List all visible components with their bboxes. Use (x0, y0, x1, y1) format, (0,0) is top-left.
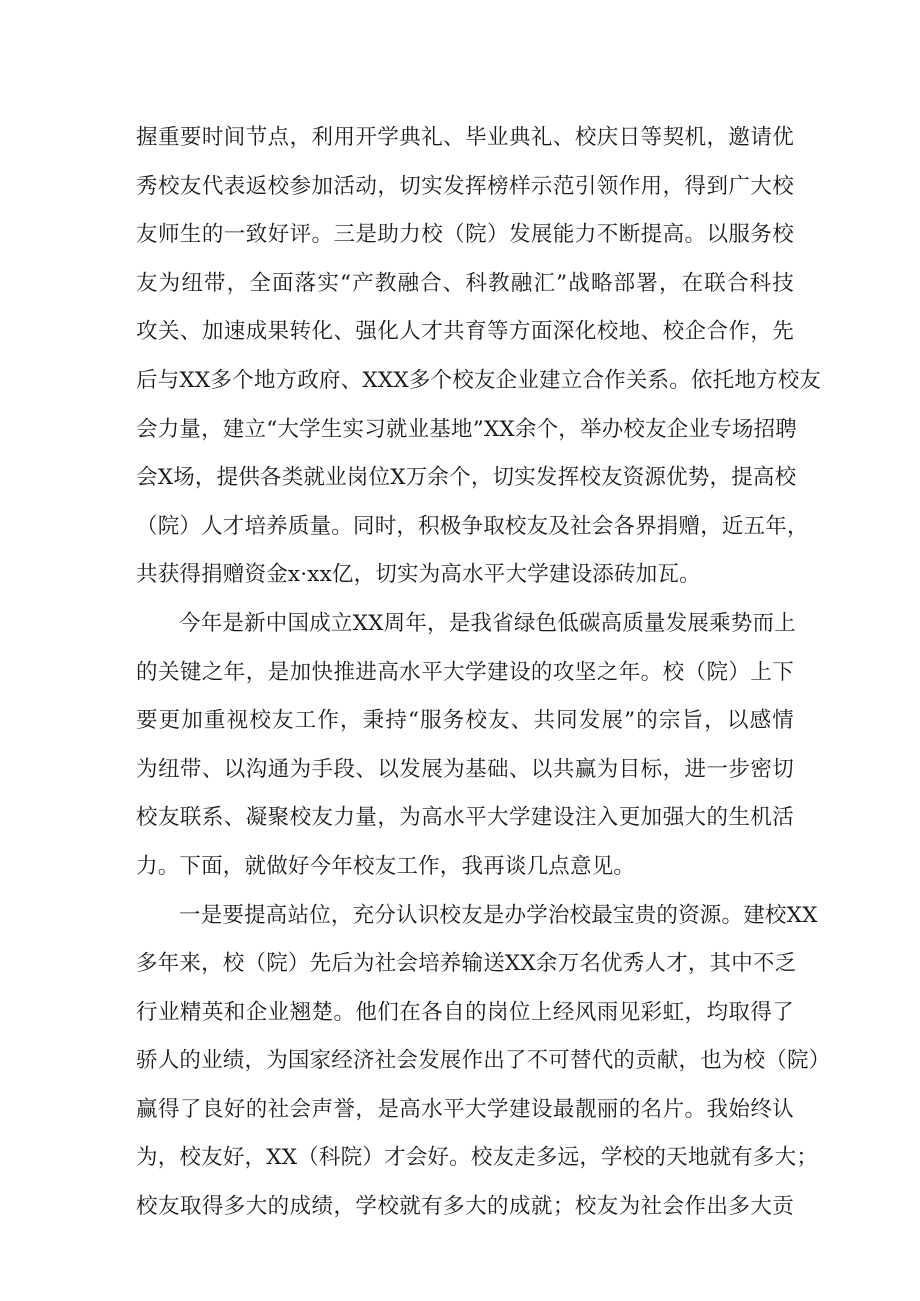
text-line: 要更加重视校友工作，秉持“服务校友、共同发展”的宗旨，以感情 (136, 708, 794, 734)
document-body (136, 114, 831, 1232)
paragraph (136, 892, 831, 1232)
text-line: 为纽带、以沟通为手段、以发展为基础、以共赢为目标，进一步密切 (136, 756, 794, 782)
text-line: 友师生的一致好评。三是助力校（院）发展能力不断提高。以服务校 (136, 222, 794, 248)
text-line: 多年来，校（院）先后为社会培养输送XX余万名优秀人才，其中不乏 (136, 951, 797, 977)
text-line: 骄人的业绩，为国家经济社会发展作出了不可替代的贡献，也为校（院） (136, 1048, 831, 1074)
text-line: 一是要提高站位，充分认识校友是办学治校最宝贵的资源。建校XX (179, 902, 818, 928)
text-line: 会X场，提供各类就业岗位X万余个，切实发挥校友资源优势，提高校 (136, 465, 797, 491)
text-line: 友为纽带，全面落实“产教融合、科教融汇”战略部署，在联合科技 (136, 270, 794, 296)
text-line: 校友取得多大的成绩，学校就有多大的成就；校友为社会作出多大贡 (136, 1194, 794, 1220)
text-line: 共获得捐赠资金x·xx亿，切实为高水平大学建设添砖加瓦。 (136, 562, 701, 588)
text-line: 的关键之年，是加快推进高水平大学建设的攻坚之年。校（院）上下 (136, 659, 794, 685)
text-line: 校友联系、凝聚校友力量，为高水平大学建设注入更加强大的生机活 (136, 805, 794, 831)
text-line: 握重要时间节点，利用开学典礼、毕业典礼、校庆日等契机，邀请优 (136, 125, 794, 150)
text-line: 攻关、加速成果转化、强化人才共育等方面深化校地、校企合作，先 (136, 319, 794, 345)
paragraph (136, 114, 822, 600)
text-line: 后与XX多个地方政府、XXX多个校友企业建立合作关系。依托地方校友 (136, 367, 822, 393)
text-line: （院）人才培养质量。同时，积极争取校友及社会各界捐赠，近五年， (136, 513, 809, 539)
text-line: 力。下面，就做好今年校友工作，我再谈几点意见。 (136, 853, 636, 879)
text-line: 秀校友代表返校参加活动，切实发挥榜样示范引领作用，得到广大校 (136, 173, 794, 199)
text-line: 今年是新中国成立XX周年，是我省绿色低碳高质量发展乘势而上 (179, 610, 796, 636)
text-line: 会力量，建立“大学生实习就业基地”XX余个，举办校友企业专场招聘 (136, 416, 797, 442)
text-line: 行业精英和企业翘楚。他们在各自的岗位上经风雨见彩虹，均取得了 (136, 999, 794, 1025)
text-line: 赢得了良好的社会声誉，是高水平大学建设最靓丽的名片。我始终认 (136, 1096, 794, 1122)
text-line: 为，校友好，XX（科院）才会好。校友走多远，学校的天地就有多大； (136, 1145, 819, 1171)
paragraph (136, 600, 794, 892)
